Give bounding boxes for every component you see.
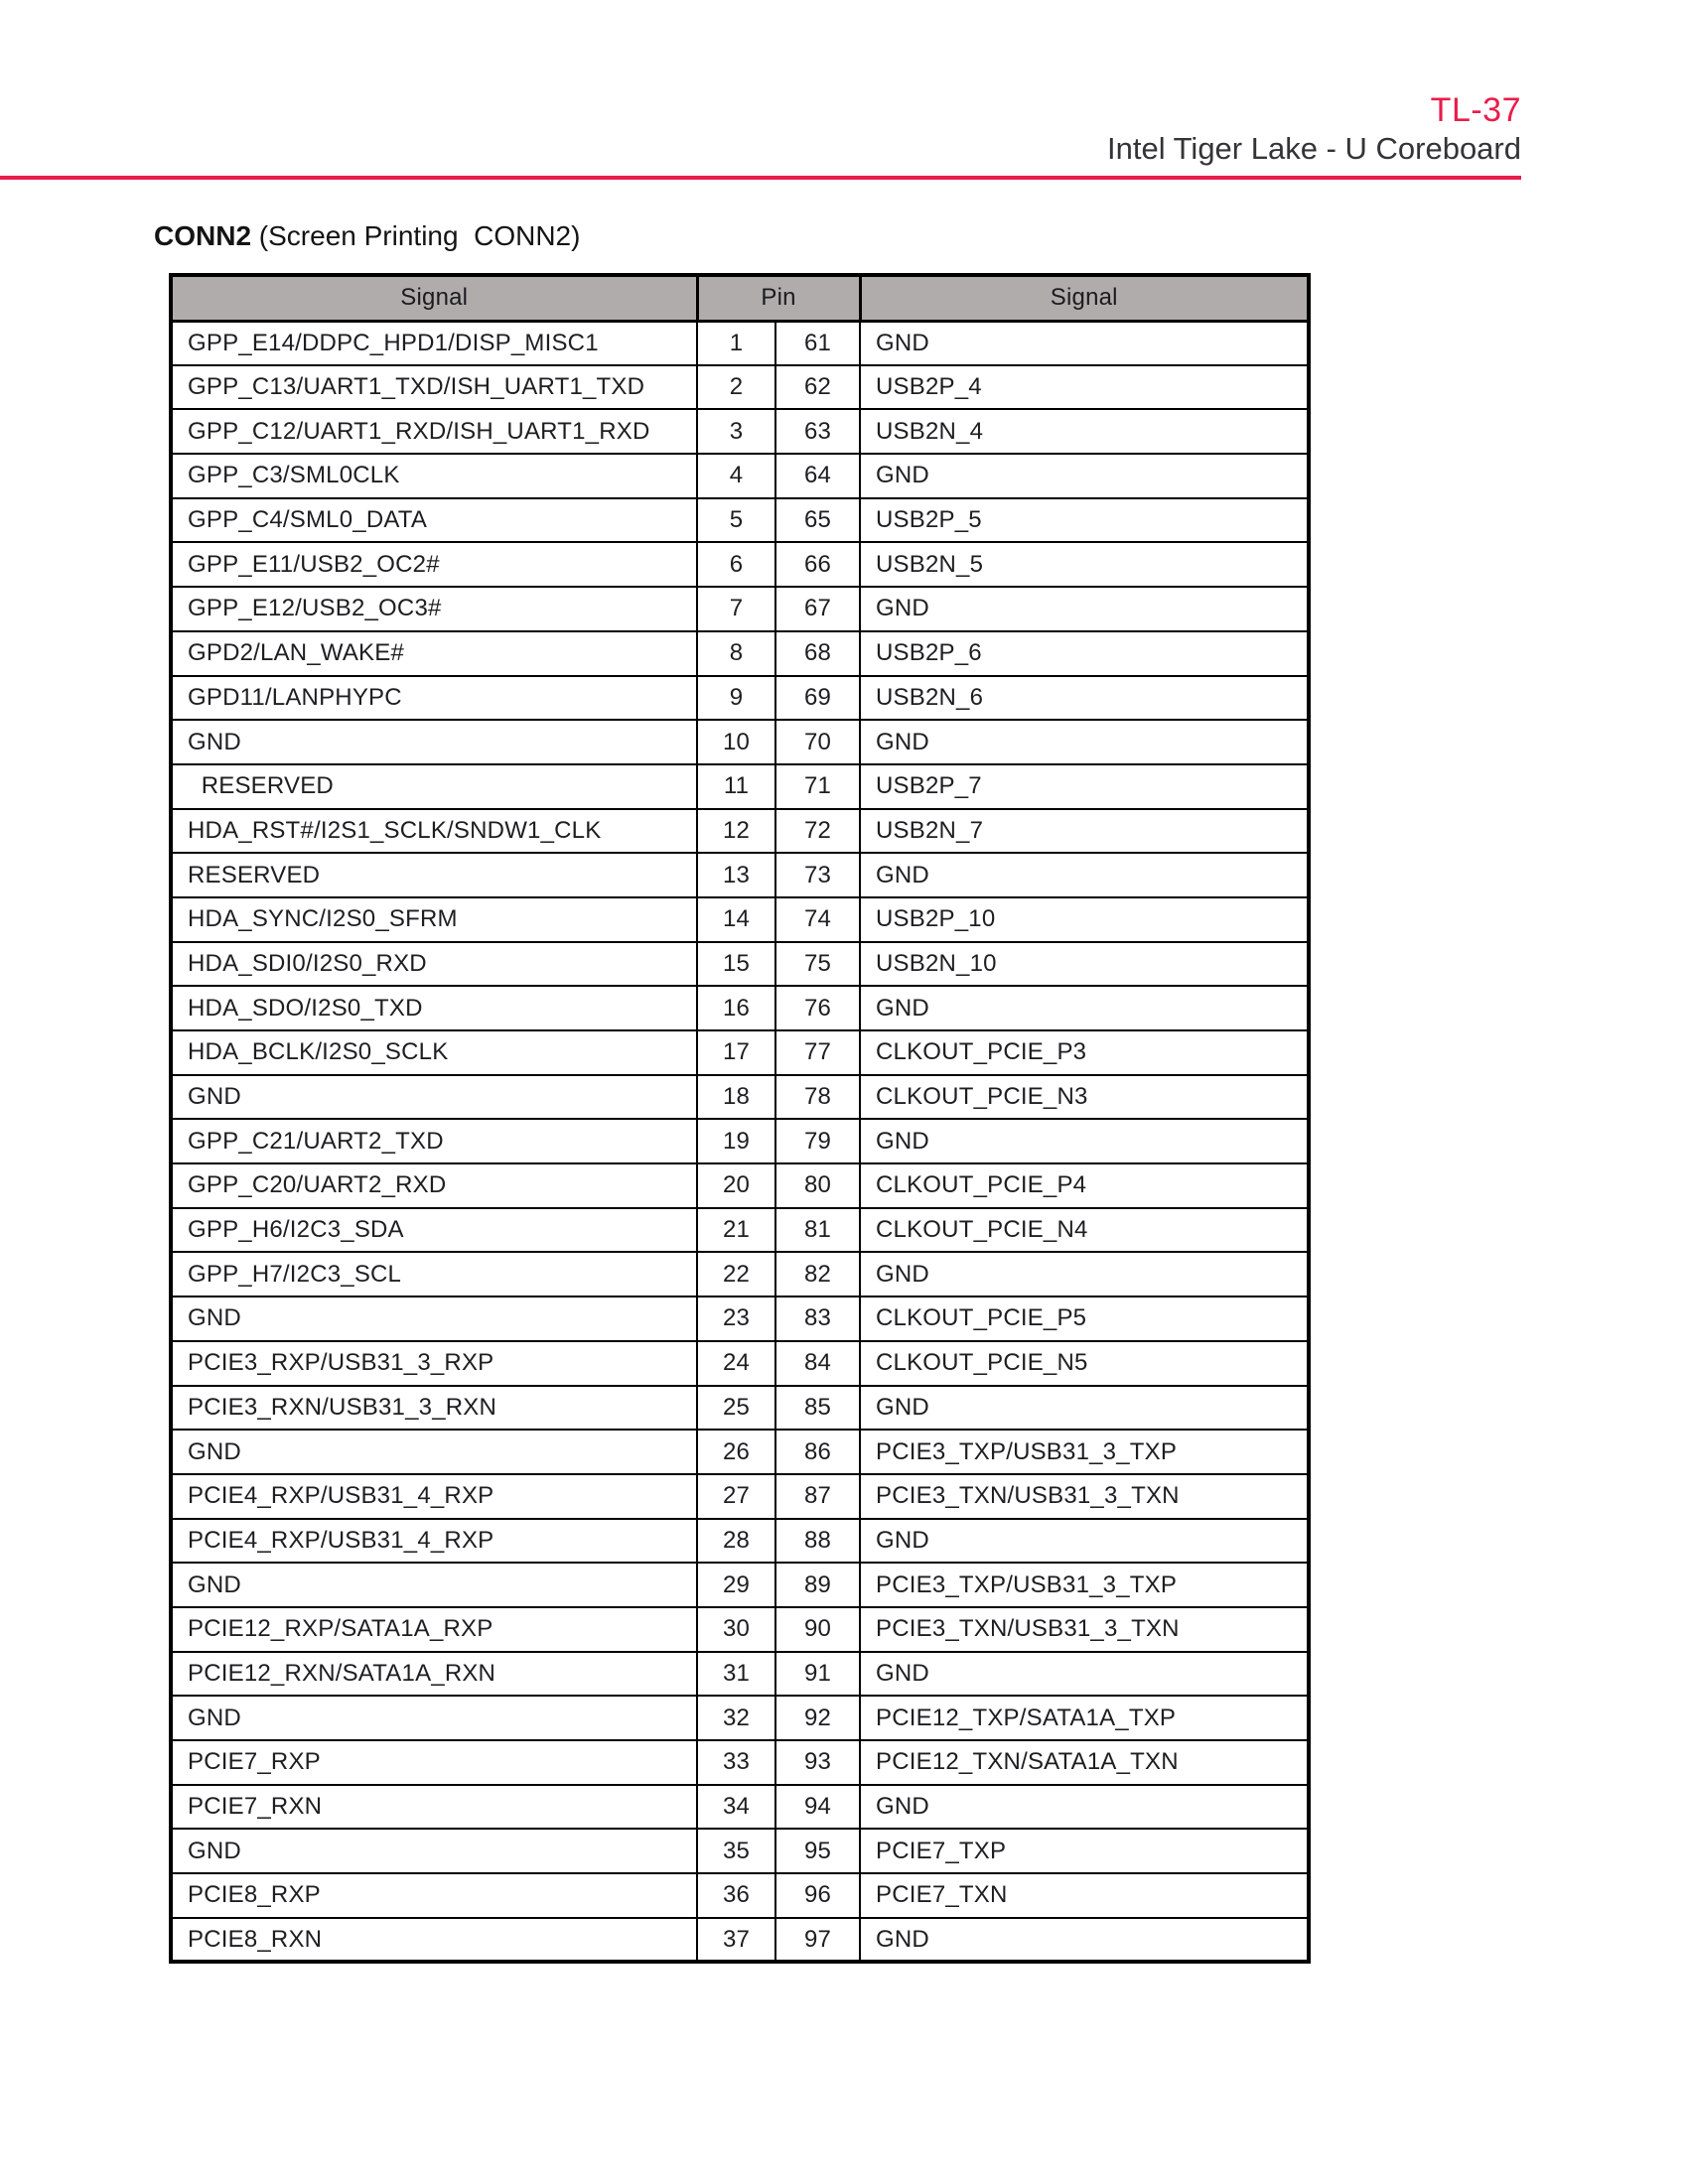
signal-cell-left: PCIE3_RXP/USB31_3_RXP (171, 1341, 697, 1386)
pin-table-header (171, 275, 1309, 321)
signal-cell-left: HDA_RST#/I2S1_SCLK/SNDW1_CLK (171, 809, 697, 854)
signal-cell-right: USB2P_5 (860, 498, 1309, 543)
pin-cell-left: 17 (697, 1030, 775, 1075)
pin-cell-right: 96 (775, 1873, 860, 1918)
signal-cell-right: CLKOUT_PCIE_N4 (860, 1208, 1309, 1253)
pin-cell-left: 15 (697, 942, 775, 987)
signal-cell-left: RESERVED (171, 764, 697, 809)
signal-cell-left: GPP_C3/SML0CLK (171, 454, 697, 498)
signal-cell-left: PCIE8_RXP (171, 1873, 697, 1918)
signal-cell-right: GND (860, 1252, 1309, 1297)
pin-cell-left: 3 (697, 409, 775, 454)
table-row (171, 1785, 1309, 1830)
signal-cell-right: PCIE12_TXN/SATA1A_TXN (860, 1740, 1309, 1785)
pin-cell-left: 30 (697, 1607, 775, 1652)
table-row (171, 454, 1309, 498)
signal-cell-left: GND (171, 720, 697, 764)
header-row (171, 275, 1309, 321)
pin-cell-left: 31 (697, 1652, 775, 1697)
signal-cell-left: GPP_C13/UART1_TXD/ISH_UART1_TXD (171, 365, 697, 410)
signal-cell-left: GND (171, 1696, 697, 1740)
pin-cell-right: 63 (775, 409, 860, 454)
pin-cell-left: 36 (697, 1873, 775, 1918)
table-row (171, 587, 1309, 631)
signal-cell-right: GND (860, 1785, 1309, 1830)
pin-cell-right: 82 (775, 1252, 860, 1297)
pin-cell-left: 34 (697, 1785, 775, 1830)
section-title (154, 221, 580, 252)
signal-cell-left: RESERVED (171, 853, 697, 897)
table-row (171, 1341, 1309, 1386)
pin-cell-right: 86 (775, 1430, 860, 1474)
table-row (171, 1607, 1309, 1652)
signal-cell-left: PCIE7_RXN (171, 1785, 697, 1830)
pin-cell-left: 11 (697, 764, 775, 809)
table-row (171, 498, 1309, 543)
page-code: TL-37 (1430, 91, 1521, 129)
header-signal-right: Signal (860, 275, 1309, 321)
signal-cell-right: PCIE7_TXP (860, 1829, 1309, 1873)
pin-cell-right: 62 (775, 365, 860, 410)
signal-cell-right: USB2P_7 (860, 764, 1309, 809)
signal-cell-right: USB2N_6 (860, 676, 1309, 721)
pin-cell-right: 77 (775, 1030, 860, 1075)
pin-cell-right: 67 (775, 587, 860, 631)
pin-cell-left: 13 (697, 853, 775, 897)
pin-cell-left: 16 (697, 986, 775, 1030)
signal-cell-left: PCIE12_RXN/SATA1A_RXN (171, 1652, 697, 1697)
signal-cell-right: USB2N_7 (860, 809, 1309, 854)
pin-cell-right: 81 (775, 1208, 860, 1253)
signal-cell-right: GND (860, 720, 1309, 764)
signal-cell-left: GPP_E11/USB2_OC2# (171, 542, 697, 587)
signal-cell-right: CLKOUT_PCIE_P5 (860, 1297, 1309, 1341)
pin-cell-right: 66 (775, 542, 860, 587)
signal-cell-left: GPD2/LAN_WAKE# (171, 631, 697, 676)
table-row (171, 1563, 1309, 1607)
signal-cell-left: GND (171, 1829, 697, 1873)
pin-cell-left: 24 (697, 1341, 775, 1386)
signal-cell-left: GPP_H7/I2C3_SCL (171, 1252, 697, 1297)
table-row (171, 1474, 1309, 1519)
table-row (171, 942, 1309, 987)
pin-cell-left: 20 (697, 1163, 775, 1208)
signal-cell-left: GND (171, 1297, 697, 1341)
table-row (171, 542, 1309, 587)
signal-cell-left: GND (171, 1563, 697, 1607)
pin-cell-right: 61 (775, 321, 860, 365)
pin-cell-right: 69 (775, 676, 860, 721)
signal-cell-right: GND (860, 587, 1309, 631)
signal-cell-right: PCIE3_TXP/USB31_3_TXP (860, 1430, 1309, 1474)
pin-cell-right: 74 (775, 897, 860, 942)
pin-cell-right: 79 (775, 1119, 860, 1163)
table-row (171, 809, 1309, 854)
header-pin: Pin (697, 275, 860, 321)
table-row (171, 1918, 1309, 1963)
signal-cell-right: GND (860, 986, 1309, 1030)
pin-cell-right: 64 (775, 454, 860, 498)
signal-cell-right: GND (860, 1918, 1309, 1963)
pin-cell-left: 19 (697, 1119, 775, 1163)
signal-cell-left: PCIE8_RXN (171, 1918, 697, 1963)
pin-cell-left: 12 (697, 809, 775, 854)
pin-cell-right: 80 (775, 1163, 860, 1208)
pin-cell-right: 88 (775, 1519, 860, 1564)
pin-cell-left: 5 (697, 498, 775, 543)
signal-cell-left: GPP_C4/SML0_DATA (171, 498, 697, 543)
signal-cell-left: PCIE7_RXP (171, 1740, 697, 1785)
pin-cell-left: 23 (697, 1297, 775, 1341)
pin-table (169, 273, 1311, 1964)
signal-cell-left: PCIE4_RXP/USB31_4_RXP (171, 1519, 697, 1564)
table-row (171, 631, 1309, 676)
pin-cell-left: 37 (697, 1918, 775, 1963)
pin-cell-right: 91 (775, 1652, 860, 1697)
pin-cell-left: 18 (697, 1075, 775, 1120)
table-row (171, 1829, 1309, 1873)
pin-cell-right: 73 (775, 853, 860, 897)
signal-cell-left: HDA_SYNC/I2S0_SFRM (171, 897, 697, 942)
pin-cell-left: 26 (697, 1430, 775, 1474)
pin-cell-left: 21 (697, 1208, 775, 1253)
pin-cell-right: 90 (775, 1607, 860, 1652)
pin-cell-right: 76 (775, 986, 860, 1030)
pin-cell-right: 84 (775, 1341, 860, 1386)
connector-name: CONN2 (154, 220, 252, 251)
signal-cell-right: GND (860, 1386, 1309, 1431)
table-row (171, 764, 1309, 809)
signal-cell-right: GND (860, 1652, 1309, 1697)
signal-cell-right: USB2N_5 (860, 542, 1309, 587)
table-row (171, 1386, 1309, 1431)
table-row (171, 409, 1309, 454)
table-row (171, 1519, 1309, 1564)
pin-cell-right: 68 (775, 631, 860, 676)
signal-cell-right: GND (860, 321, 1309, 365)
signal-cell-left: GPP_E14/DDPC_HPD1/DISP_MISC1 (171, 321, 697, 365)
pin-cell-right: 92 (775, 1696, 860, 1740)
table-row (171, 1163, 1309, 1208)
table-row (171, 1252, 1309, 1297)
signal-cell-left: GPP_E12/USB2_OC3# (171, 587, 697, 631)
signal-cell-right: USB2P_10 (860, 897, 1309, 942)
pin-cell-left: 14 (697, 897, 775, 942)
page-product: Intel Tiger Lake - U Coreboard (1107, 131, 1521, 166)
signal-cell-right: GND (860, 1119, 1309, 1163)
table-row (171, 897, 1309, 942)
pin-cell-left: 1 (697, 321, 775, 365)
pin-cell-left: 35 (697, 1829, 775, 1873)
signal-cell-right: PCIE12_TXP/SATA1A_TXP (860, 1696, 1309, 1740)
pin-cell-left: 9 (697, 676, 775, 721)
pin-cell-right: 85 (775, 1386, 860, 1431)
table-row (171, 1430, 1309, 1474)
pin-cell-left: 6 (697, 542, 775, 587)
table-row (171, 321, 1309, 365)
pin-cell-left: 4 (697, 454, 775, 498)
pin-cell-right: 95 (775, 1829, 860, 1873)
signal-cell-left: PCIE3_RXN/USB31_3_RXN (171, 1386, 697, 1431)
pin-table-body (171, 321, 1309, 1962)
signal-cell-left: GPP_C21/UART2_TXD (171, 1119, 697, 1163)
pin-cell-left: 29 (697, 1563, 775, 1607)
pin-cell-left: 8 (697, 631, 775, 676)
pin-cell-left: 33 (697, 1740, 775, 1785)
pin-cell-right: 93 (775, 1740, 860, 1785)
pin-cell-right: 83 (775, 1297, 860, 1341)
table-row (171, 1696, 1309, 1740)
table-row (171, 1297, 1309, 1341)
pin-cell-right: 94 (775, 1785, 860, 1830)
table-row (171, 1119, 1309, 1163)
signal-cell-left: HDA_SDI0/I2S0_RXD (171, 942, 697, 987)
table-row (171, 676, 1309, 721)
pin-cell-right: 70 (775, 720, 860, 764)
header-signal-left: Signal (171, 275, 697, 321)
pin-cell-left: 10 (697, 720, 775, 764)
pin-cell-right: 71 (775, 764, 860, 809)
signal-cell-left: GPP_C12/UART1_RXD/ISH_UART1_RXD (171, 409, 697, 454)
signal-cell-right: GND (860, 1519, 1309, 1564)
signal-cell-left: HDA_BCLK/I2S0_SCLK (171, 1030, 697, 1075)
signal-cell-left: GPP_H6/I2C3_SDA (171, 1208, 697, 1253)
table-row (171, 1208, 1309, 1253)
table-row (171, 365, 1309, 410)
signal-cell-right: USB2N_10 (860, 942, 1309, 987)
table-row (171, 986, 1309, 1030)
signal-cell-right: CLKOUT_PCIE_N3 (860, 1075, 1309, 1120)
signal-cell-right: USB2P_4 (860, 365, 1309, 410)
signal-cell-right: USB2N_4 (860, 409, 1309, 454)
table-row (171, 1652, 1309, 1697)
signal-cell-left: GND (171, 1430, 697, 1474)
table-row (171, 853, 1309, 897)
pin-cell-left: 22 (697, 1252, 775, 1297)
signal-cell-right: PCIE3_TXN/USB31_3_TXN (860, 1607, 1309, 1652)
signal-cell-left: GPP_C20/UART2_RXD (171, 1163, 697, 1208)
pin-cell-left: 27 (697, 1474, 775, 1519)
pin-cell-right: 65 (775, 498, 860, 543)
signal-cell-left: PCIE12_RXP/SATA1A_RXP (171, 1607, 697, 1652)
signal-cell-left: GPD11/LANPHYPC (171, 676, 697, 721)
signal-cell-right: USB2P_6 (860, 631, 1309, 676)
pin-cell-right: 89 (775, 1563, 860, 1607)
header-rule (0, 176, 1521, 180)
pin-cell-left: 32 (697, 1696, 775, 1740)
signal-cell-right: PCIE3_TXP/USB31_3_TXP (860, 1563, 1309, 1607)
signal-cell-left: HDA_SDO/I2S0_TXD (171, 986, 697, 1030)
pin-cell-right: 78 (775, 1075, 860, 1120)
pin-cell-right: 75 (775, 942, 860, 987)
signal-cell-right: PCIE7_TXN (860, 1873, 1309, 1918)
signal-cell-left: PCIE4_RXP/USB31_4_RXP (171, 1474, 697, 1519)
table-row (171, 1873, 1309, 1918)
table-row (171, 720, 1309, 764)
table-row (171, 1030, 1309, 1075)
connector-subtitle: (Screen Printing CONN2) (251, 220, 581, 251)
pin-cell-right: 87 (775, 1474, 860, 1519)
pin-cell-left: 25 (697, 1386, 775, 1431)
signal-cell-right: CLKOUT_PCIE_P3 (860, 1030, 1309, 1075)
pin-cell-left: 28 (697, 1519, 775, 1564)
signal-cell-right: GND (860, 454, 1309, 498)
table-row (171, 1075, 1309, 1120)
pin-cell-left: 7 (697, 587, 775, 631)
pin-cell-right: 72 (775, 809, 860, 854)
pin-cell-right: 97 (775, 1918, 860, 1963)
pin-cell-left: 2 (697, 365, 775, 410)
signal-cell-right: CLKOUT_PCIE_P4 (860, 1163, 1309, 1208)
signal-cell-right: CLKOUT_PCIE_N5 (860, 1341, 1309, 1386)
signal-cell-right: GND (860, 853, 1309, 897)
signal-cell-left: GND (171, 1075, 697, 1120)
signal-cell-right: PCIE3_TXN/USB31_3_TXN (860, 1474, 1309, 1519)
table-row (171, 1740, 1309, 1785)
